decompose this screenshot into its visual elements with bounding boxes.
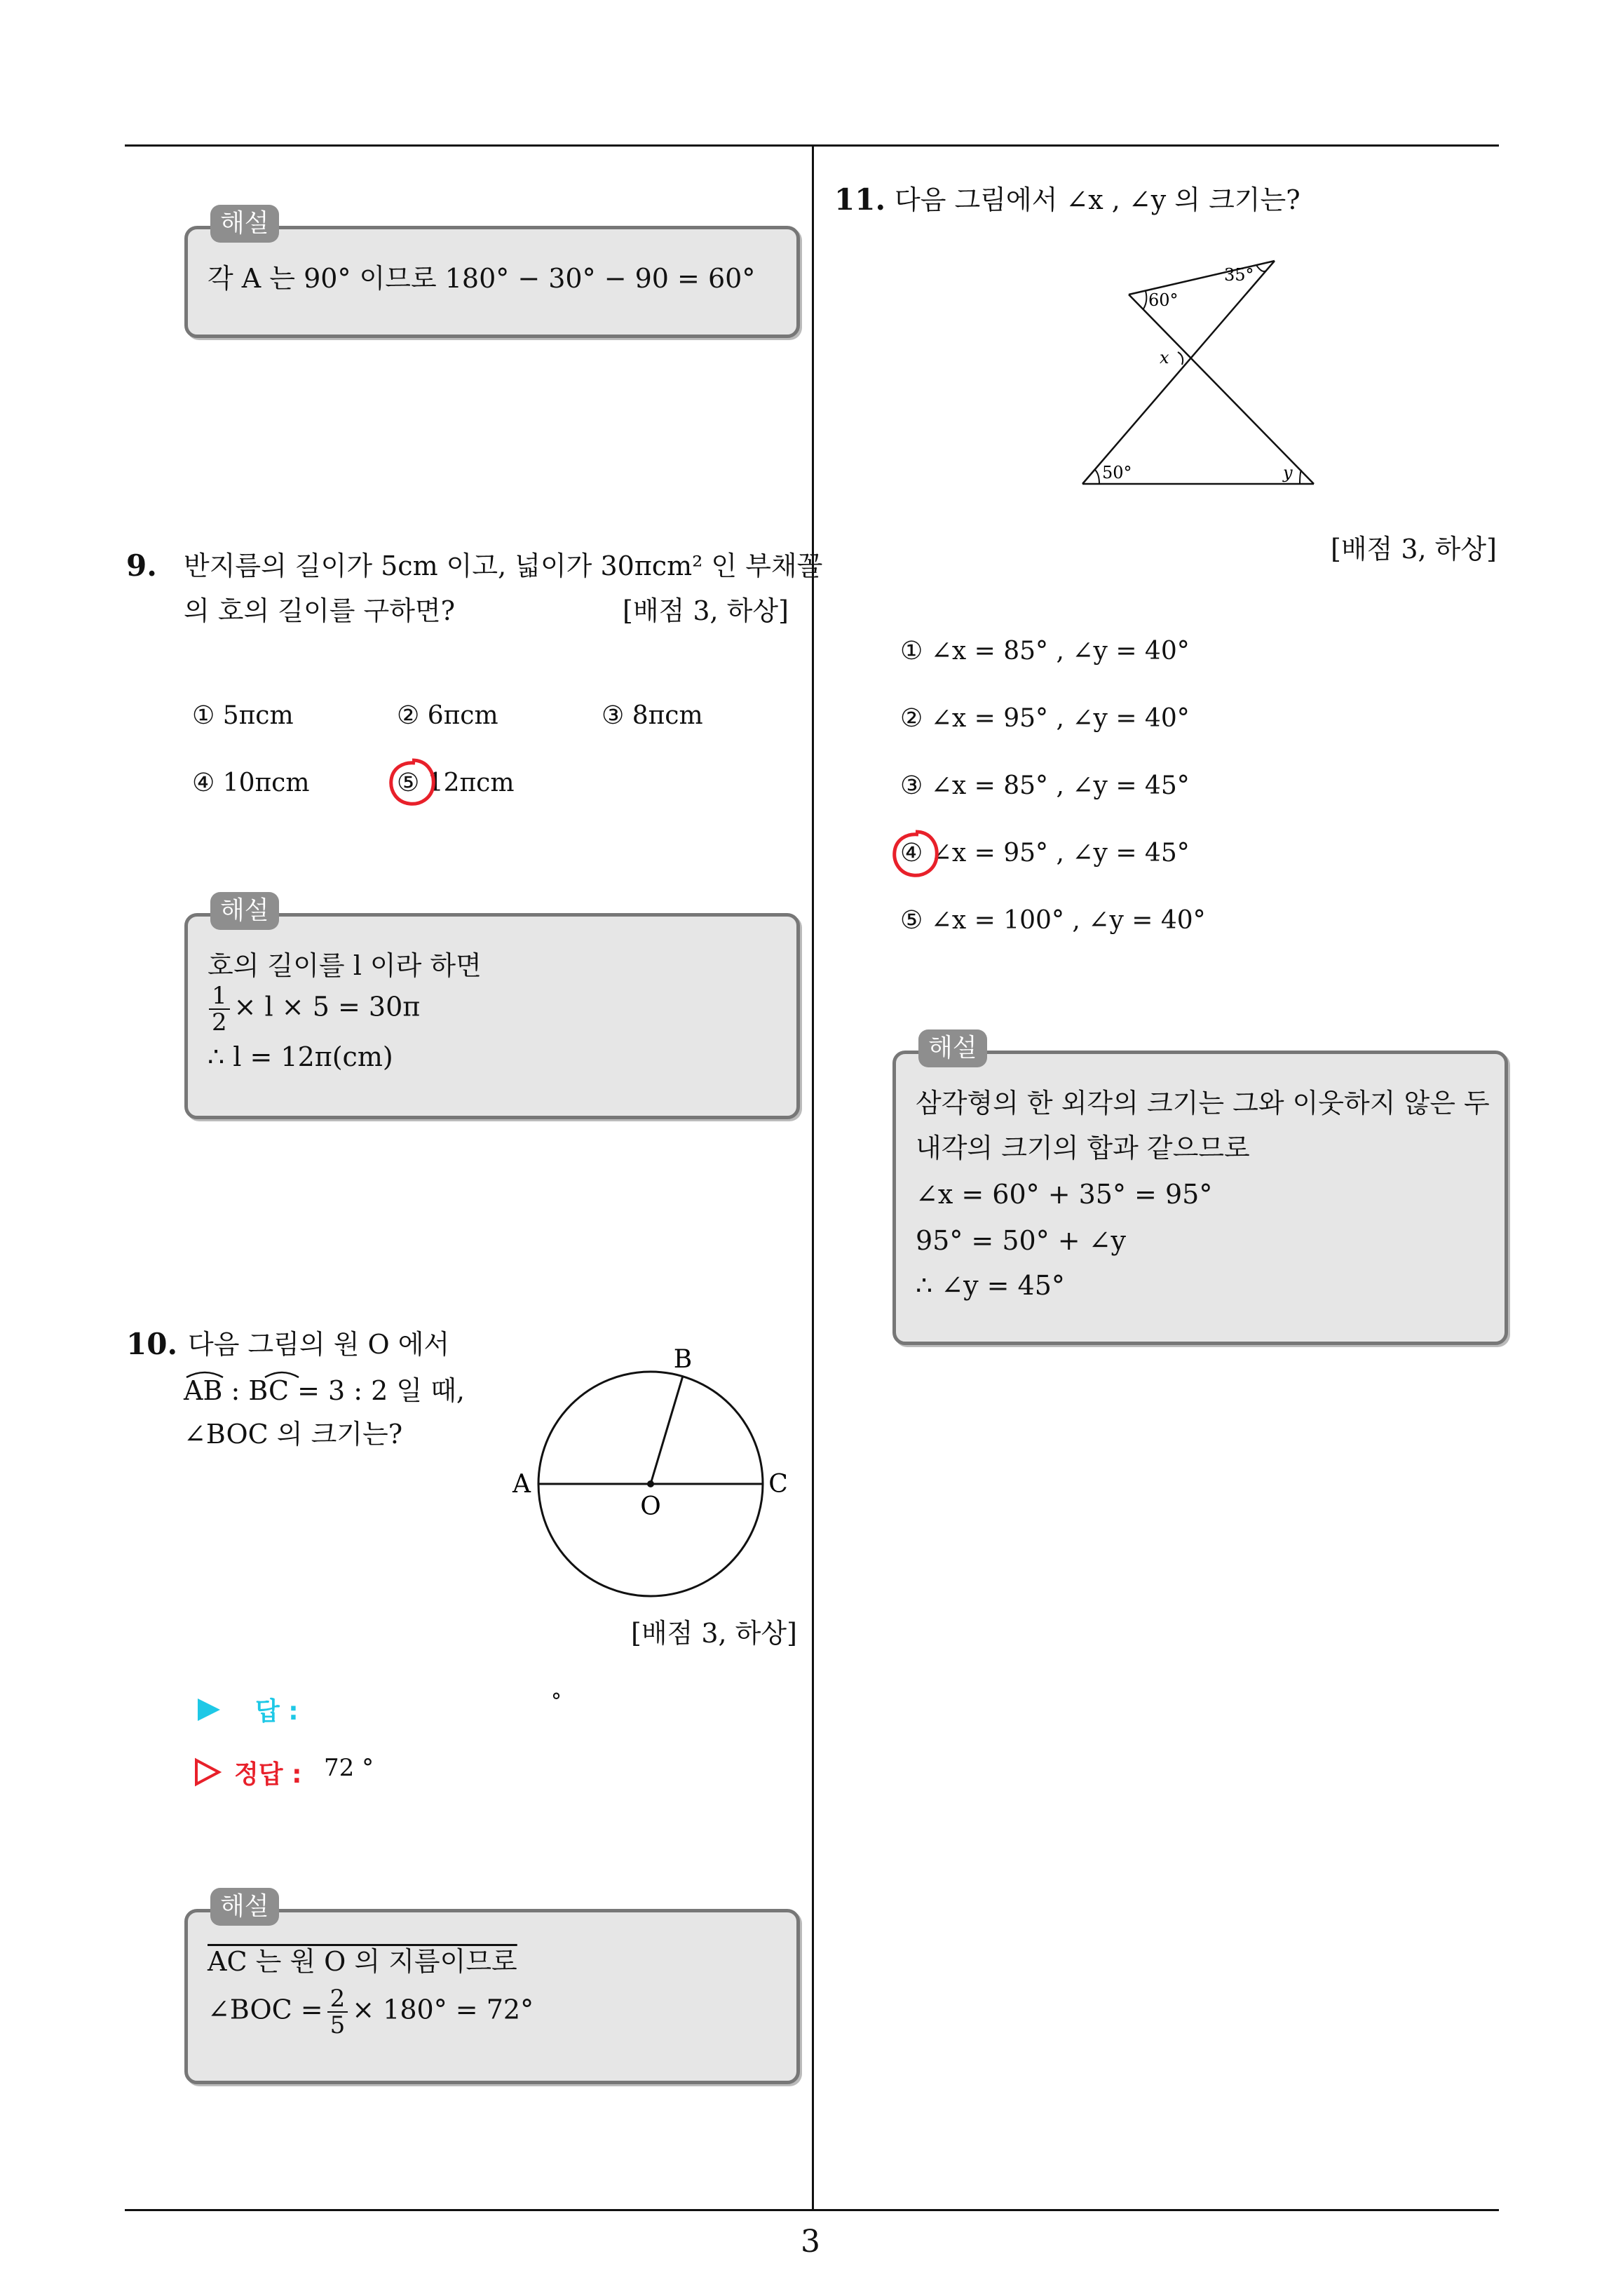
q11-choice-3[interactable]: ③ ∠x = 85° , ∠y = 45° — [900, 771, 1190, 800]
q9-line2: 의 호의 길이를 구하면? — [184, 595, 455, 626]
q8-explanation-line: 각 A 는 90° 이므로 180° − 30° − 90 = 60° — [208, 263, 756, 294]
q9-points: [배점 3, 하상] — [623, 595, 789, 626]
q9-explanation-line1: 호의 길이를 l 이라 하면 — [208, 950, 482, 981]
q10-line2: AB : BC = 3 : 2 일 때, — [184, 1375, 465, 1406]
label-c: C — [768, 1470, 788, 1499]
correct-label: 정답 : — [234, 1760, 302, 1789]
q10-arc-marks — [184, 1366, 338, 1380]
q9-fraction: $\frac{1}{2}$ — [209, 983, 230, 1035]
q10-line1: 다음 그림의 원 O 에서 — [188, 1329, 450, 1360]
q8-explanation-tag: 해설 — [210, 205, 279, 243]
q10-explanation-line1: AC 는 원 O 의 지름이므로 — [208, 1946, 517, 1977]
q11-triangle-figure — [1073, 252, 1325, 491]
answer-label: 답 : — [255, 1697, 299, 1726]
q9-choice-4[interactable]: ④ 10πcm — [192, 769, 310, 797]
q11-choice-5[interactable]: ⑤ ∠x = 100° , ∠y = 40° — [900, 906, 1206, 935]
answer-unit: ° — [551, 1689, 562, 1714]
q9-number: 9. — [126, 548, 157, 583]
label-35: 35° — [1224, 265, 1254, 285]
q11-line1: 다음 그림에서 ∠x , ∠y 의 크기는? — [895, 184, 1301, 215]
q9-explanation-tag: 해설 — [210, 892, 279, 930]
label-60: 60° — [1148, 290, 1179, 310]
q11-choice-4[interactable]: ④ ∠x = 95° , ∠y = 45° — [900, 839, 1190, 867]
q10-points: [배점 3, 하상] — [631, 1618, 797, 1649]
q9-choice-3[interactable]: ③ 8πcm — [602, 701, 703, 730]
center-point — [647, 1480, 654, 1487]
answer-input-field[interactable] — [308, 1690, 540, 1724]
q11-points: [배점 3, 하상] — [1331, 534, 1497, 565]
q11-number: 11. — [834, 182, 886, 217]
q9-line1: 반지름의 길이가 5cm 이고, 넓이가 30πcm² 인 부채꼴 — [184, 551, 823, 581]
q9-choice-1[interactable]: ① 5πcm — [192, 701, 294, 730]
q11-explanation-tag: 해설 — [918, 1029, 987, 1067]
q11-explanation-line1: 삼각형의 한 외각의 크기는 그와 이웃하지 않은 두 — [916, 1088, 1490, 1119]
q10-circle-figure — [505, 1325, 788, 1599]
q10-explanation-line2: ∠BOC = $\frac{2}{5}$ × 180° = 72° — [208, 1985, 534, 2039]
q11-answer-circle-mark — [888, 826, 944, 882]
q11-explanation-line5: ∴ ∠y = 45° — [916, 1270, 1065, 1301]
label-b: B — [673, 1345, 693, 1374]
q11-explanation-line2: 내각의 크기의 합과 같으므로 — [916, 1133, 1250, 1163]
q10-fraction: $\frac{2}{5}$ — [327, 1986, 348, 2038]
q9-choice-2[interactable]: ② 6πcm — [397, 701, 498, 730]
label-o: O — [640, 1492, 661, 1521]
q11-choice-2[interactable]: ② ∠x = 95° , ∠y = 40° — [900, 704, 1190, 733]
page-number: 3 — [801, 2224, 820, 2260]
q9-explanation-line3: ∴ l = 12π(cm) — [208, 1041, 393, 1072]
q10-line3: ∠BOC 의 크기는? — [184, 1419, 403, 1450]
q11-choice-1[interactable]: ① ∠x = 85° , ∠y = 40° — [900, 637, 1190, 666]
column-divider — [812, 144, 814, 2210]
radius-ob — [651, 1376, 683, 1484]
q11-explanation-line3: ∠x = 60° + 35° = 95° — [916, 1179, 1213, 1210]
answer-arrow-icon — [195, 1696, 223, 1724]
q11-explanation-line4: 95° = 50° + ∠y — [916, 1225, 1127, 1256]
label-a: A — [512, 1470, 531, 1499]
label-y: y — [1283, 463, 1293, 482]
q9-choice-5[interactable]: ⑤ 12πcm — [397, 769, 515, 797]
q10-number: 10. — [126, 1327, 178, 1361]
q10-explanation-tag: 해설 — [210, 1888, 279, 1926]
q9-answer-circle-mark — [384, 755, 440, 811]
correct-arrow-icon — [193, 1757, 222, 1787]
bottom-rule — [125, 2209, 1499, 2211]
label-x: x — [1160, 348, 1169, 367]
correct-value: 72 ° — [324, 1754, 374, 1782]
label-50: 50° — [1102, 463, 1132, 482]
q9-explanation-line2: $\frac{1}{2}$ × l × 5 = 30π — [205, 983, 420, 1035]
